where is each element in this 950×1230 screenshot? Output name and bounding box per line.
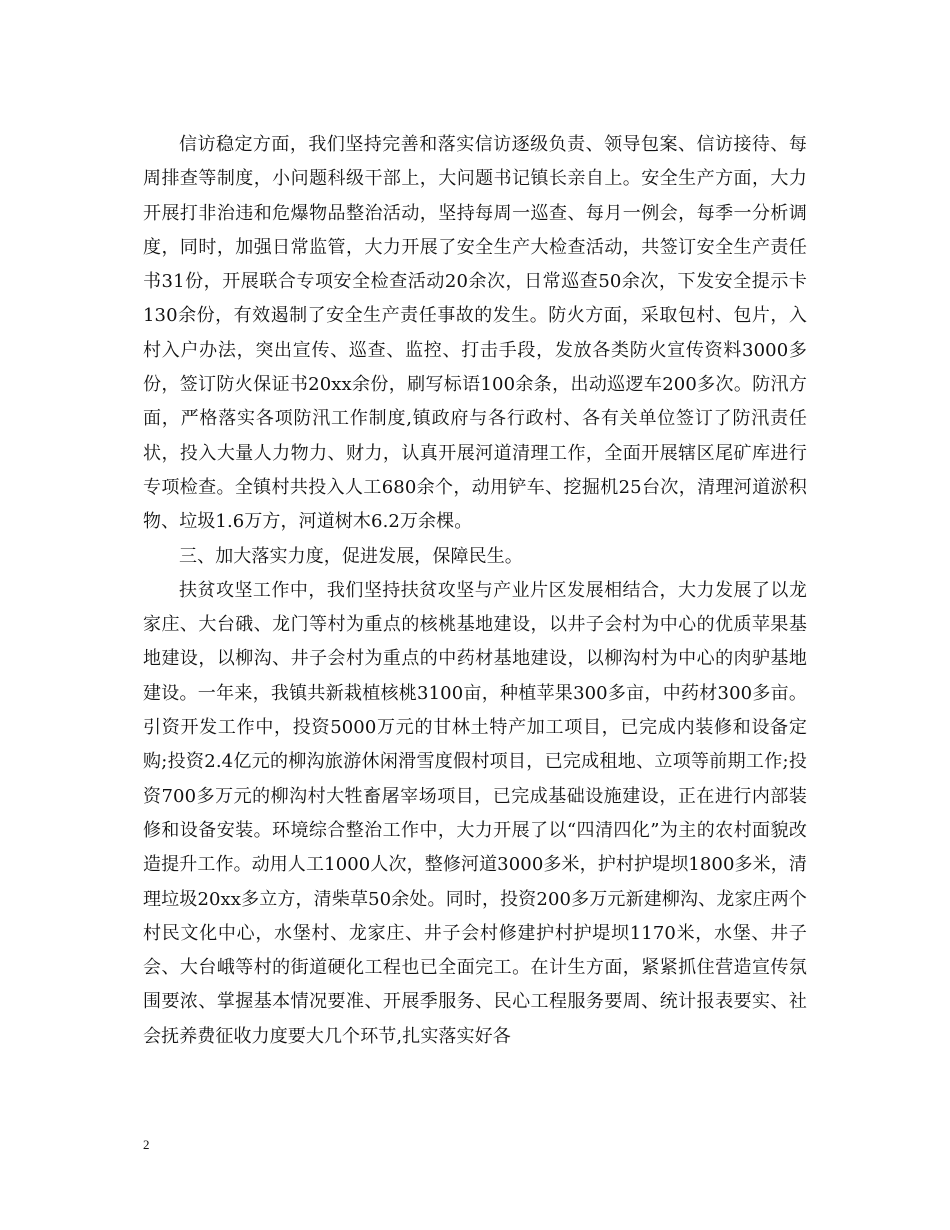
paragraph-petition-safety: 信访稳定方面，我们坚持完善和落实信访逐级负责、领导包案、信访接待、每周排查等制度，小问题科级干部上，大问题书记镇长亲自上。安全生产方面，大力开展打非治违和危爆物品整治活动，坚持每周一巡查、每月一例会，每季一分析调度，同时，加强日常监管，大力开展了安全生产大检查活动，共签订安全生产责任书31份，开展联合专项安全检查活动20余次，日常巡查50余次，下发安全提示卡130余份，有效遏制了安全生产责任事故的发生。防火方面，采取包村、包片，入村入户办法，突出宣传、巡查、监控、打击手段，发放各类防火宣传资料3000多份，签订防火保证书20xx余份，刷写标语100余条，出动巡逻车200多次。防汛方面，严格落实各项防汛工作制度,镇政府与各行政村、各有关单位签订了防汛责任状，投入大量人力物力、财力，认真开展河道清理工作，全面开展辖区尾矿库进行专项检查。全镇村共投入人工680余个，动用铲车、挖掘机25台次，清理河道淤积物、垃圾1.6万方，河道树木6.2万余棵。 — [143, 134, 807, 533]
document-body — [143, 128, 807, 1054]
page-number: 2 — [143, 1137, 150, 1152]
paragraph-poverty-alleviation: 扶贫攻坚工作中，我们坚持扶贫攻坚与产业片区发展相结合，大力发展了以龙家庄、大台硪、龙门等村为重点的核桃基地建设，以井子会村为中心的优质苹果基地建设，以柳沟、井子会村为重点的中药材基地建设，以柳沟村为中心的肉驴基地建设。一年来，我镇共新栽植核桃3100亩，种植苹果300多亩，中药材300多亩。引资开发工作中，投资5000万元的甘林土特产加工项目，已完成内装修和设备定购;投资2.4亿元的柳沟旅游休闲滑雪度假村项目，已完成租地、立项等前期工作;投资700多万元的柳沟村大牲畜屠宰场项目，已完成基础设施建设，正在进行内部装修和设备安装。环境综合整治工作中，大力开展了以“四清四化”为主的农村面貌改造提升工作。动用人工1000人次，整修河道3000多米，护村护堤坝1800多米，清理垃圾20xx多立方，清柴草50余处。同时，投资200多万元新建柳沟、龙家庄两个村民文化中心，水堡村、龙家庄、井子会村修建护村护堤坝1170米，水堡、井子会、大台峨等村的街道硬化工程也已全面完工。在计生方面，紧紧抓住营造宣传氛围要浓、掌握基本情况要准、开展季服务、民心工程服务要周、统计报表要实、社会抚养费征收力度要大几个环节,扎实落实好各 — [143, 579, 807, 1047]
section-heading-three: 三、加大落实力度，促进发展，保障民生。 — [179, 545, 523, 567]
